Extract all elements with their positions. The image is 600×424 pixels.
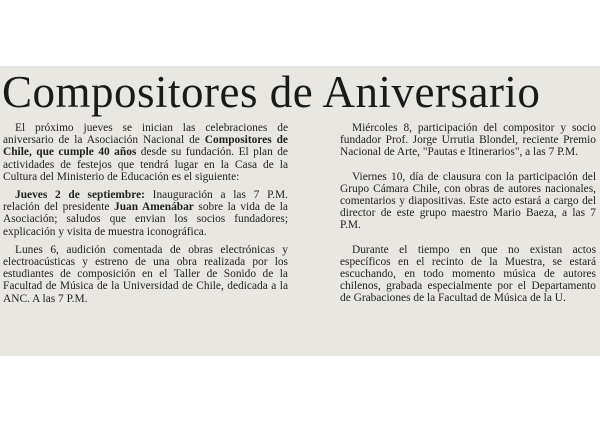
left-column — [3, 122, 288, 311]
newspaper-clipping — [0, 66, 600, 356]
headline: Compositores de Aniversario — [2, 67, 541, 117]
paragraph-music: Durante el tiempo en que no existan actos específicos en el recinto de la Muestra, se estará escuchando, en todo momento música de autores chilenos, grabada especialmente por el Departamento de Grabaciones de la Facultad de Música de la U. — [340, 243, 596, 305]
paragraph-intro: El próximo jueves se inician las celebraciones de aniversario de la Asociación Nacional de Compositores de Chile, que cumple 40 años desde su fundación. El plan de actividades de festejos que tendrá lugar en la Casa de la Cultura del Ministerio de Educación es el siguiente: — [3, 122, 288, 183]
right-column — [340, 122, 596, 317]
paragraph-monday: Lunes 6, audición comentada de obras electrónicas y electroacústicas y estreno de una obra realizada por los estudiantes de composición en el Taller de Sonido de la Facultad de Música de la Universidad de Chile, dedicada a la ANC. A las 7 P.M. — [3, 243, 288, 305]
paragraph-wednesday: Miércoles 8, participación del compositor y socio fundador Prof. Jorge Urrutia Blondel, reciente Premio Nacional de Arte, "Pautas e Itinerarios", a las 7 P.M. — [340, 122, 596, 159]
paragraph-thursday: Jueves 2 de septiembre: Inauguración a las 7 P.M. relación del presidente Juan Amenábar sobre la vida de la Asociación; saludos que envian los socios fundadores; explicación y visita de muestra iconográfica. — [3, 189, 288, 238]
paragraph-friday: Viernes 10, día de clausura con la participación del Grupo Cámara Chile, con obras de autores nacionales, comentarios y diapositivas. Este acto estará a cargo del director de este grupo maestro Mario Baeza, a las 7 P.M. — [340, 170, 596, 232]
